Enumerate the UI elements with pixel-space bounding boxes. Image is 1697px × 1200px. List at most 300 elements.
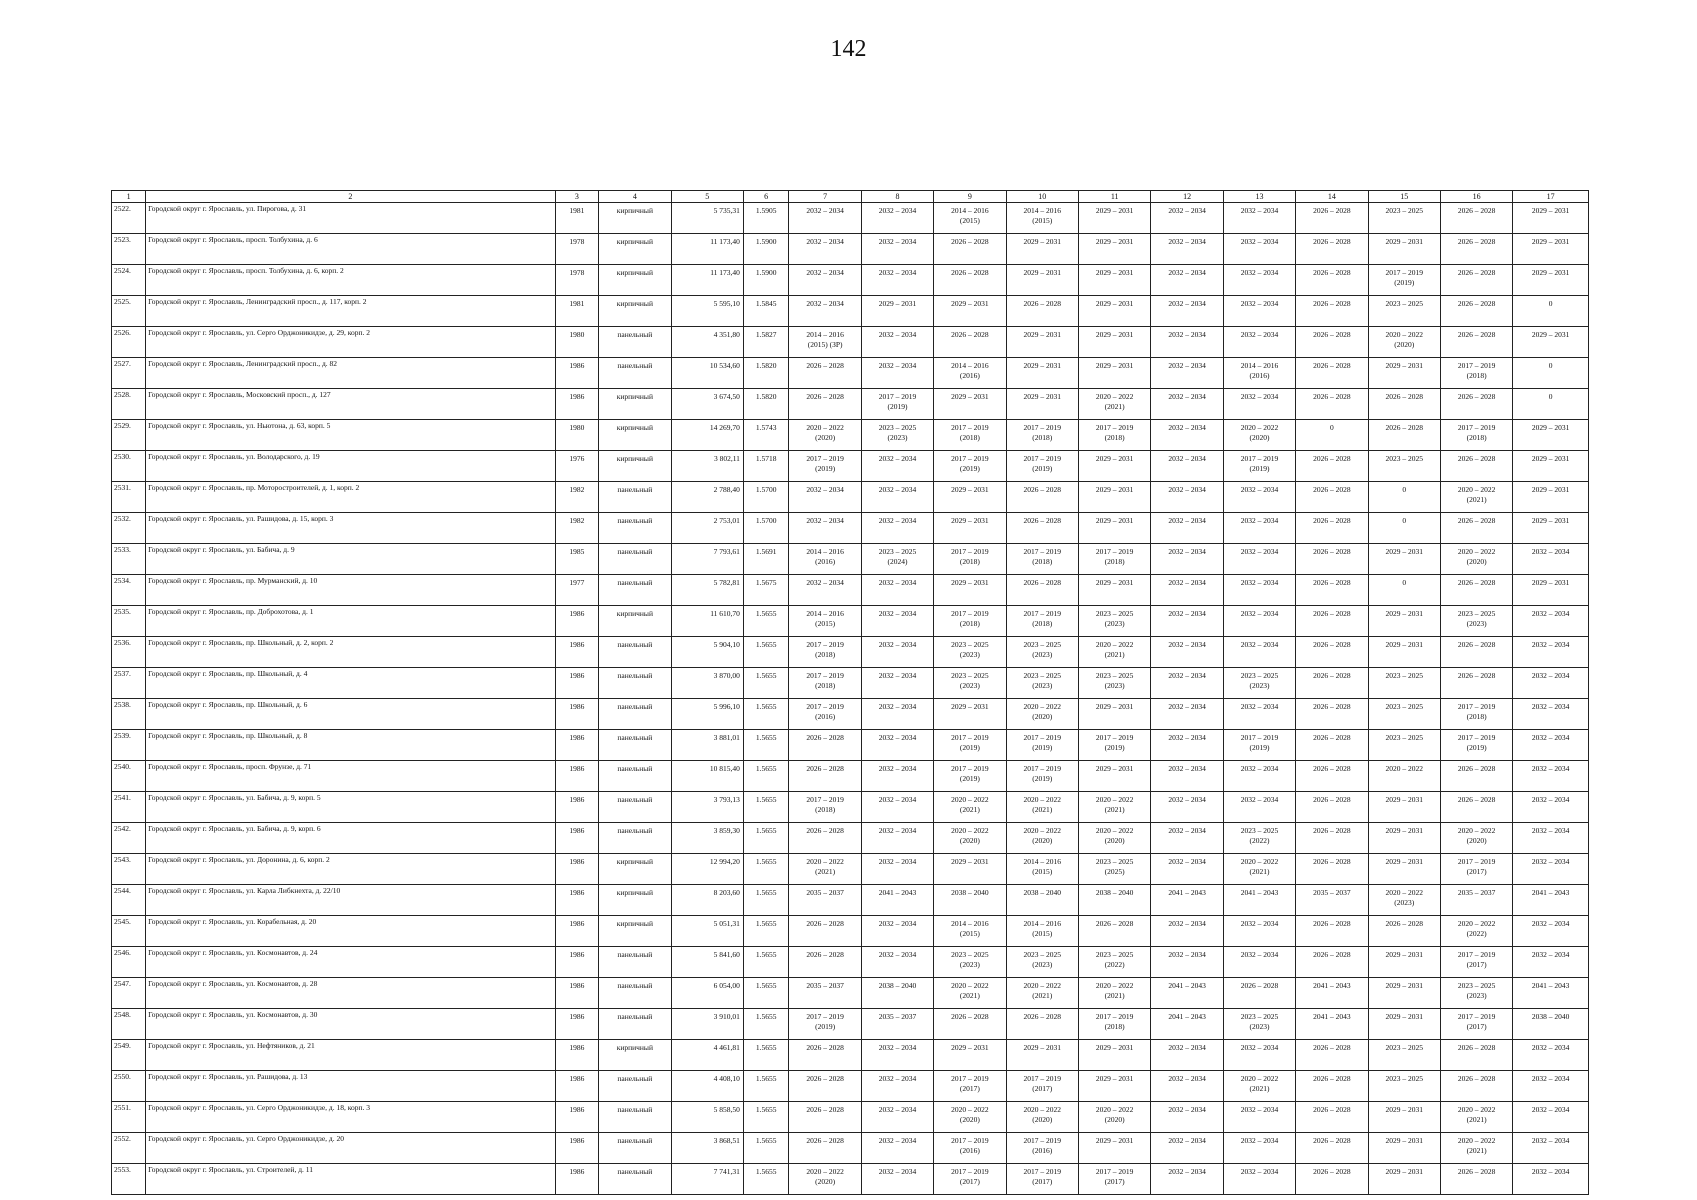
area-cell: 3 674,50 [671, 389, 743, 420]
period-12-cell: 2032 – 2034 [1151, 482, 1223, 513]
period-8-cell: 2032 – 2034 [861, 575, 933, 606]
period-8-cell: 2032 – 2034 [861, 823, 933, 854]
table-row [112, 296, 1589, 327]
area-cell: 7 793,61 [671, 544, 743, 575]
year-built-cell: 1976 [555, 451, 598, 482]
wall-material-cell: панельный [599, 513, 671, 544]
period-11-cell: 2020 – 2022 (2021) [1078, 389, 1150, 420]
wall-material-cell: кирпичный [599, 1040, 671, 1071]
year-built-cell: 1986 [555, 761, 598, 792]
period-9-cell: 2017 – 2019 (2018) [934, 544, 1006, 575]
period-9-cell: 2020 – 2022 (2021) [934, 978, 1006, 1009]
table-row [112, 1009, 1589, 1040]
period-13-cell: 2032 – 2034 [1223, 482, 1295, 513]
year-built-cell: 1980 [555, 327, 598, 358]
period-9-cell: 2017 – 2019 (2019) [934, 451, 1006, 482]
period-17-cell: 2032 – 2034 [1513, 637, 1589, 668]
row-number-cell: 2536. [112, 637, 146, 668]
period-10-cell: 2014 – 2016 (2015) [1006, 203, 1078, 234]
period-7-cell: 2017 – 2019 (2018) [789, 792, 861, 823]
table-row [112, 327, 1589, 358]
period-16-cell: 2026 – 2028 [1440, 296, 1512, 327]
address-cell: Городской округ г. Ярославль, пр. Школьный, д. 6 [146, 699, 556, 730]
wall-material-cell: кирпичный [599, 916, 671, 947]
period-10-cell: 2017 – 2019 (2018) [1006, 606, 1078, 637]
column-number-header: 16 [1440, 191, 1512, 203]
period-11-cell: 2029 – 2031 [1078, 575, 1150, 606]
period-13-cell: 2032 – 2034 [1223, 296, 1295, 327]
period-15-cell: 2023 – 2025 [1368, 1040, 1440, 1071]
period-15-cell: 2029 – 2031 [1368, 792, 1440, 823]
period-14-cell: 2026 – 2028 [1296, 761, 1368, 792]
area-cell: 4 461,81 [671, 1040, 743, 1071]
row-number-cell: 2524. [112, 265, 146, 296]
period-13-cell: 2014 – 2016 (2016) [1223, 358, 1295, 389]
period-12-cell: 2032 – 2034 [1151, 203, 1223, 234]
period-16-cell: 2035 – 2037 [1440, 885, 1512, 916]
row-number-cell: 2544. [112, 885, 146, 916]
address-cell: Городской округ г. Ярославль, ул. Бабича, д. 9 [146, 544, 556, 575]
wall-material-cell: панельный [599, 947, 671, 978]
period-10-cell: 2023 – 2025 (2023) [1006, 947, 1078, 978]
period-15-cell: 2023 – 2025 [1368, 730, 1440, 761]
year-built-cell: 1986 [555, 637, 598, 668]
period-11-cell: 2029 – 2031 [1078, 1071, 1150, 1102]
period-17-cell: 2029 – 2031 [1513, 420, 1589, 451]
coefficient-cell: 1.5655 [743, 916, 789, 947]
period-12-cell: 2032 – 2034 [1151, 420, 1223, 451]
period-15-cell: 2020 – 2022 (2020) [1368, 327, 1440, 358]
address-cell: Городской округ г. Ярославль, ул. Рашидова, д. 15, корп. 3 [146, 513, 556, 544]
period-13-cell: 2032 – 2034 [1223, 916, 1295, 947]
table-row [112, 1164, 1589, 1195]
area-cell: 10 534,60 [671, 358, 743, 389]
wall-material-cell: кирпичный [599, 265, 671, 296]
row-number-cell: 2541. [112, 792, 146, 823]
period-10-cell: 2020 – 2022 (2021) [1006, 978, 1078, 1009]
period-13-cell: 2032 – 2034 [1223, 389, 1295, 420]
period-14-cell: 2026 – 2028 [1296, 389, 1368, 420]
period-10-cell: 2026 – 2028 [1006, 296, 1078, 327]
table-row [112, 885, 1589, 916]
period-16-cell: 2026 – 2028 [1440, 1040, 1512, 1071]
coefficient-cell: 1.5827 [743, 327, 789, 358]
period-7-cell: 2032 – 2034 [789, 575, 861, 606]
table-row [112, 234, 1589, 265]
period-17-cell: 2029 – 2031 [1513, 513, 1589, 544]
period-16-cell: 2020 – 2022 (2021) [1440, 1102, 1512, 1133]
year-built-cell: 1977 [555, 575, 598, 606]
period-7-cell: 2026 – 2028 [789, 358, 861, 389]
year-built-cell: 1986 [555, 916, 598, 947]
column-number-header: 17 [1513, 191, 1589, 203]
period-12-cell: 2041 – 2043 [1151, 885, 1223, 916]
row-number-cell: 2527. [112, 358, 146, 389]
page-number: 142 [830, 36, 867, 62]
period-16-cell: 2026 – 2028 [1440, 327, 1512, 358]
period-16-cell: 2017 – 2019 (2017) [1440, 1009, 1512, 1040]
period-14-cell: 2026 – 2028 [1296, 699, 1368, 730]
period-16-cell: 2026 – 2028 [1440, 234, 1512, 265]
period-14-cell: 2026 – 2028 [1296, 916, 1368, 947]
period-16-cell: 2020 – 2022 (2020) [1440, 823, 1512, 854]
period-10-cell: 2038 – 2040 [1006, 885, 1078, 916]
row-number-cell: 2533. [112, 544, 146, 575]
period-8-cell: 2032 – 2034 [861, 358, 933, 389]
address-cell: Городской округ г. Ярославль, ул. Бабича, д. 9, корп. 5 [146, 792, 556, 823]
period-15-cell: 2029 – 2031 [1368, 544, 1440, 575]
area-cell: 3 859,30 [671, 823, 743, 854]
year-built-cell: 1986 [555, 606, 598, 637]
table-row [112, 761, 1589, 792]
period-10-cell: 2026 – 2028 [1006, 513, 1078, 544]
period-9-cell: 2020 – 2022 (2020) [934, 1102, 1006, 1133]
period-13-cell: 2032 – 2034 [1223, 234, 1295, 265]
area-cell: 11 610,70 [671, 606, 743, 637]
wall-material-cell: панельный [599, 823, 671, 854]
period-17-cell: 2032 – 2034 [1513, 761, 1589, 792]
column-number-header: 4 [599, 191, 671, 203]
period-12-cell: 2032 – 2034 [1151, 1071, 1223, 1102]
address-cell: Городской округ г. Ярославль, просп. Фрунзе, д. 71 [146, 761, 556, 792]
period-17-cell: 2029 – 2031 [1513, 203, 1589, 234]
period-10-cell: 2026 – 2028 [1006, 1009, 1078, 1040]
period-13-cell: 2023 – 2025 (2023) [1223, 668, 1295, 699]
period-11-cell: 2029 – 2031 [1078, 513, 1150, 544]
period-7-cell: 2020 – 2022 (2020) [789, 1164, 861, 1195]
period-13-cell: 2032 – 2034 [1223, 947, 1295, 978]
period-10-cell: 2020 – 2022 (2021) [1006, 792, 1078, 823]
period-17-cell: 2029 – 2031 [1513, 265, 1589, 296]
row-number-cell: 2529. [112, 420, 146, 451]
row-number-cell: 2530. [112, 451, 146, 482]
period-16-cell: 2026 – 2028 [1440, 637, 1512, 668]
coefficient-cell: 1.5820 [743, 389, 789, 420]
period-15-cell: 2029 – 2031 [1368, 1164, 1440, 1195]
period-16-cell: 2020 – 2022 (2021) [1440, 482, 1512, 513]
coefficient-cell: 1.5700 [743, 513, 789, 544]
period-15-cell: 2029 – 2031 [1368, 1133, 1440, 1164]
period-10-cell: 2023 – 2025 (2023) [1006, 668, 1078, 699]
table-row [112, 1040, 1589, 1071]
table-row [112, 389, 1589, 420]
area-cell: 3 868,51 [671, 1133, 743, 1164]
year-built-cell: 1986 [555, 823, 598, 854]
period-9-cell: 2020 – 2022 (2021) [934, 792, 1006, 823]
period-15-cell: 2029 – 2031 [1368, 1102, 1440, 1133]
wall-material-cell: панельный [599, 699, 671, 730]
period-10-cell: 2017 – 2019 (2016) [1006, 1133, 1078, 1164]
period-11-cell: 2017 – 2019 (2018) [1078, 544, 1150, 575]
period-7-cell: 2017 – 2019 (2018) [789, 637, 861, 668]
period-10-cell: 2029 – 2031 [1006, 265, 1078, 296]
coefficient-cell: 1.5655 [743, 978, 789, 1009]
address-cell: Городской округ г. Ярославль, ул. Серго Орджоникидзе, д. 29, корп. 2 [146, 327, 556, 358]
period-14-cell: 2026 – 2028 [1296, 730, 1368, 761]
period-8-cell: 2032 – 2034 [861, 1164, 933, 1195]
period-8-cell: 2032 – 2034 [861, 451, 933, 482]
period-7-cell: 2032 – 2034 [789, 296, 861, 327]
period-11-cell: 2029 – 2031 [1078, 451, 1150, 482]
row-number-cell: 2534. [112, 575, 146, 606]
period-13-cell: 2032 – 2034 [1223, 699, 1295, 730]
column-number-header: 10 [1006, 191, 1078, 203]
coefficient-cell: 1.5655 [743, 1071, 789, 1102]
period-17-cell: 2032 – 2034 [1513, 699, 1589, 730]
row-number-cell: 2532. [112, 513, 146, 544]
coefficient-cell: 1.5655 [743, 1133, 789, 1164]
period-9-cell: 2017 – 2019 (2018) [934, 420, 1006, 451]
period-15-cell: 0 [1368, 575, 1440, 606]
period-14-cell: 2026 – 2028 [1296, 451, 1368, 482]
period-8-cell: 2032 – 2034 [861, 761, 933, 792]
period-14-cell: 2041 – 2043 [1296, 978, 1368, 1009]
period-8-cell: 2032 – 2034 [861, 668, 933, 699]
row-number-cell: 2546. [112, 947, 146, 978]
wall-material-cell: кирпичный [599, 389, 671, 420]
period-17-cell: 2029 – 2031 [1513, 482, 1589, 513]
period-7-cell: 2026 – 2028 [789, 730, 861, 761]
coefficient-cell: 1.5718 [743, 451, 789, 482]
period-11-cell: 2020 – 2022 (2021) [1078, 637, 1150, 668]
period-11-cell: 2023 – 2025 (2023) [1078, 668, 1150, 699]
period-9-cell: 2017 – 2019 (2016) [934, 1133, 1006, 1164]
column-number-header-row [112, 191, 1589, 203]
table-row [112, 978, 1589, 1009]
period-16-cell: 2026 – 2028 [1440, 668, 1512, 699]
period-11-cell: 2029 – 2031 [1078, 265, 1150, 296]
table-row [112, 668, 1589, 699]
row-number-cell: 2542. [112, 823, 146, 854]
area-cell: 8 203,60 [671, 885, 743, 916]
area-cell: 3 793,13 [671, 792, 743, 823]
year-built-cell: 1986 [555, 947, 598, 978]
period-17-cell: 2032 – 2034 [1513, 1102, 1589, 1133]
table-row [112, 575, 1589, 606]
period-12-cell: 2032 – 2034 [1151, 234, 1223, 265]
period-10-cell: 2026 – 2028 [1006, 482, 1078, 513]
wall-material-cell: кирпичный [599, 606, 671, 637]
period-13-cell: 2032 – 2034 [1223, 761, 1295, 792]
row-number-cell: 2540. [112, 761, 146, 792]
period-14-cell: 2026 – 2028 [1296, 358, 1368, 389]
area-cell: 11 173,40 [671, 234, 743, 265]
wall-material-cell: панельный [599, 792, 671, 823]
table-row [112, 699, 1589, 730]
period-15-cell: 2029 – 2031 [1368, 947, 1440, 978]
area-cell: 2 753,01 [671, 513, 743, 544]
period-11-cell: 2029 – 2031 [1078, 234, 1150, 265]
period-16-cell: 2017 – 2019 (2018) [1440, 358, 1512, 389]
area-cell: 2 788,40 [671, 482, 743, 513]
address-cell: Городской округ г. Ярославль, ул. Серго Орджоникидзе, д. 18, корп. 3 [146, 1102, 556, 1133]
coefficient-cell: 1.5655 [743, 1164, 789, 1195]
area-cell: 5 595,10 [671, 296, 743, 327]
row-number-cell: 2551. [112, 1102, 146, 1133]
period-7-cell: 2014 – 2016 (2015) [789, 606, 861, 637]
period-12-cell: 2032 – 2034 [1151, 389, 1223, 420]
wall-material-cell: панельный [599, 1009, 671, 1040]
row-number-cell: 2552. [112, 1133, 146, 1164]
period-14-cell: 2026 – 2028 [1296, 327, 1368, 358]
period-11-cell: 2029 – 2031 [1078, 296, 1150, 327]
period-11-cell: 2017 – 2019 (2017) [1078, 1164, 1150, 1195]
period-13-cell: 2041 – 2043 [1223, 885, 1295, 916]
column-number-header: 2 [146, 191, 556, 203]
period-11-cell: 2017 – 2019 (2018) [1078, 1009, 1150, 1040]
period-9-cell: 2038 – 2040 [934, 885, 1006, 916]
period-8-cell: 2017 – 2019 (2019) [861, 389, 933, 420]
period-17-cell: 2029 – 2031 [1513, 575, 1589, 606]
wall-material-cell: кирпичный [599, 203, 671, 234]
wall-material-cell: кирпичный [599, 885, 671, 916]
period-9-cell: 2029 – 2031 [934, 296, 1006, 327]
period-17-cell: 2032 – 2034 [1513, 544, 1589, 575]
period-15-cell: 2020 – 2022 [1368, 761, 1440, 792]
wall-material-cell: панельный [599, 978, 671, 1009]
period-12-cell: 2032 – 2034 [1151, 823, 1223, 854]
period-16-cell: 2017 – 2019 (2018) [1440, 420, 1512, 451]
wall-material-cell: панельный [599, 1164, 671, 1195]
column-number-header: 9 [934, 191, 1006, 203]
period-10-cell: 2017 – 2019 (2019) [1006, 730, 1078, 761]
period-13-cell: 2023 – 2025 (2022) [1223, 823, 1295, 854]
period-8-cell: 2032 – 2034 [861, 1102, 933, 1133]
period-16-cell: 2026 – 2028 [1440, 389, 1512, 420]
address-cell: Городской округ г. Ярославль, пр. Доброхотова, д. 1 [146, 606, 556, 637]
period-8-cell: 2041 – 2043 [861, 885, 933, 916]
period-12-cell: 2032 – 2034 [1151, 265, 1223, 296]
period-10-cell: 2017 – 2019 (2018) [1006, 420, 1078, 451]
address-cell: Городской округ г. Ярославль, ул. Доронина, д. 6, корп. 2 [146, 854, 556, 885]
period-7-cell: 2014 – 2016 (2015) (ЗР) [789, 327, 861, 358]
period-10-cell: 2029 – 2031 [1006, 327, 1078, 358]
address-cell: Городской округ г. Ярославль, ул. Космонавтов, д. 30 [146, 1009, 556, 1040]
period-11-cell: 2023 – 2025 (2022) [1078, 947, 1150, 978]
table-row [112, 606, 1589, 637]
period-14-cell: 2026 – 2028 [1296, 1102, 1368, 1133]
period-13-cell: 2032 – 2034 [1223, 513, 1295, 544]
period-15-cell: 2017 – 2019 (2019) [1368, 265, 1440, 296]
table-row [112, 947, 1589, 978]
wall-material-cell: кирпичный [599, 296, 671, 327]
year-built-cell: 1986 [555, 1040, 598, 1071]
period-13-cell: 2020 – 2022 (2021) [1223, 854, 1295, 885]
period-14-cell: 2026 – 2028 [1296, 265, 1368, 296]
area-cell: 5 782,81 [671, 575, 743, 606]
period-11-cell: 2029 – 2031 [1078, 1040, 1150, 1071]
period-14-cell: 2026 – 2028 [1296, 575, 1368, 606]
period-13-cell: 2032 – 2034 [1223, 637, 1295, 668]
period-17-cell: 2029 – 2031 [1513, 451, 1589, 482]
wall-material-cell: панельный [599, 358, 671, 389]
period-15-cell: 2023 – 2025 [1368, 1071, 1440, 1102]
period-9-cell: 2020 – 2022 (2020) [934, 823, 1006, 854]
area-cell: 5 735,31 [671, 203, 743, 234]
address-cell: Городской округ г. Ярославль, ул. Бабича, д. 9, корп. 6 [146, 823, 556, 854]
period-8-cell: 2029 – 2031 [861, 296, 933, 327]
period-15-cell: 2029 – 2031 [1368, 854, 1440, 885]
period-10-cell: 2014 – 2016 (2015) [1006, 916, 1078, 947]
period-10-cell: 2029 – 2031 [1006, 234, 1078, 265]
period-8-cell: 2038 – 2040 [861, 978, 933, 1009]
period-16-cell: 2017 – 2019 (2017) [1440, 854, 1512, 885]
row-number-cell: 2537. [112, 668, 146, 699]
year-built-cell: 1986 [555, 792, 598, 823]
year-built-cell: 1986 [555, 1071, 598, 1102]
row-number-cell: 2523. [112, 234, 146, 265]
period-9-cell: 2023 – 2025 (2023) [934, 668, 1006, 699]
column-number-header: 14 [1296, 191, 1368, 203]
address-cell: Городской округ г. Ярославль, ул. Серго Орджоникидзе, д. 20 [146, 1133, 556, 1164]
period-16-cell: 2017 – 2019 (2017) [1440, 947, 1512, 978]
year-built-cell: 1986 [555, 1102, 598, 1133]
period-9-cell: 2029 – 2031 [934, 389, 1006, 420]
period-9-cell: 2014 – 2016 (2015) [934, 203, 1006, 234]
period-14-cell: 2041 – 2043 [1296, 1009, 1368, 1040]
period-8-cell: 2032 – 2034 [861, 1133, 933, 1164]
period-11-cell: 2023 – 2025 (2023) [1078, 606, 1150, 637]
period-7-cell: 2026 – 2028 [789, 761, 861, 792]
period-9-cell: 2029 – 2031 [934, 513, 1006, 544]
period-10-cell: 2017 – 2019 (2017) [1006, 1071, 1078, 1102]
coefficient-cell: 1.5675 [743, 575, 789, 606]
table-row [112, 1102, 1589, 1133]
wall-material-cell: панельный [599, 1071, 671, 1102]
period-14-cell: 2026 – 2028 [1296, 1040, 1368, 1071]
period-13-cell: 2020 – 2022 (2020) [1223, 420, 1295, 451]
row-number-cell: 2545. [112, 916, 146, 947]
period-17-cell: 2032 – 2034 [1513, 1133, 1589, 1164]
period-13-cell: 2020 – 2022 (2021) [1223, 1071, 1295, 1102]
period-14-cell: 2026 – 2028 [1296, 234, 1368, 265]
period-7-cell: 2026 – 2028 [789, 823, 861, 854]
period-12-cell: 2032 – 2034 [1151, 1040, 1223, 1071]
period-7-cell: 2032 – 2034 [789, 513, 861, 544]
period-16-cell: 2020 – 2022 (2020) [1440, 544, 1512, 575]
period-11-cell: 2029 – 2031 [1078, 482, 1150, 513]
period-12-cell: 2032 – 2034 [1151, 947, 1223, 978]
coefficient-cell: 1.5655 [743, 730, 789, 761]
table-row [112, 513, 1589, 544]
period-13-cell: 2032 – 2034 [1223, 544, 1295, 575]
period-14-cell: 2026 – 2028 [1296, 637, 1368, 668]
period-7-cell: 2017 – 2019 (2019) [789, 451, 861, 482]
period-12-cell: 2032 – 2034 [1151, 451, 1223, 482]
period-7-cell: 2032 – 2034 [789, 482, 861, 513]
period-14-cell: 2026 – 2028 [1296, 606, 1368, 637]
period-13-cell: 2032 – 2034 [1223, 575, 1295, 606]
area-cell: 5 841,60 [671, 947, 743, 978]
year-built-cell: 1985 [555, 544, 598, 575]
period-17-cell: 2029 – 2031 [1513, 234, 1589, 265]
period-12-cell: 2032 – 2034 [1151, 792, 1223, 823]
column-number-header: 13 [1223, 191, 1295, 203]
area-cell: 7 741,31 [671, 1164, 743, 1195]
column-number-header: 15 [1368, 191, 1440, 203]
period-14-cell: 2026 – 2028 [1296, 854, 1368, 885]
year-built-cell: 1986 [555, 1133, 598, 1164]
period-16-cell: 2020 – 2022 (2021) [1440, 1133, 1512, 1164]
address-cell: Городской округ г. Ярославль, Ленинградский просп., д. 117, корп. 2 [146, 296, 556, 327]
row-number-cell: 2543. [112, 854, 146, 885]
period-14-cell: 2026 – 2028 [1296, 792, 1368, 823]
area-cell: 4 351,80 [671, 327, 743, 358]
period-13-cell: 2032 – 2034 [1223, 265, 1295, 296]
coefficient-cell: 1.5655 [743, 606, 789, 637]
period-11-cell: 2020 – 2022 (2021) [1078, 978, 1150, 1009]
row-number-cell: 2531. [112, 482, 146, 513]
